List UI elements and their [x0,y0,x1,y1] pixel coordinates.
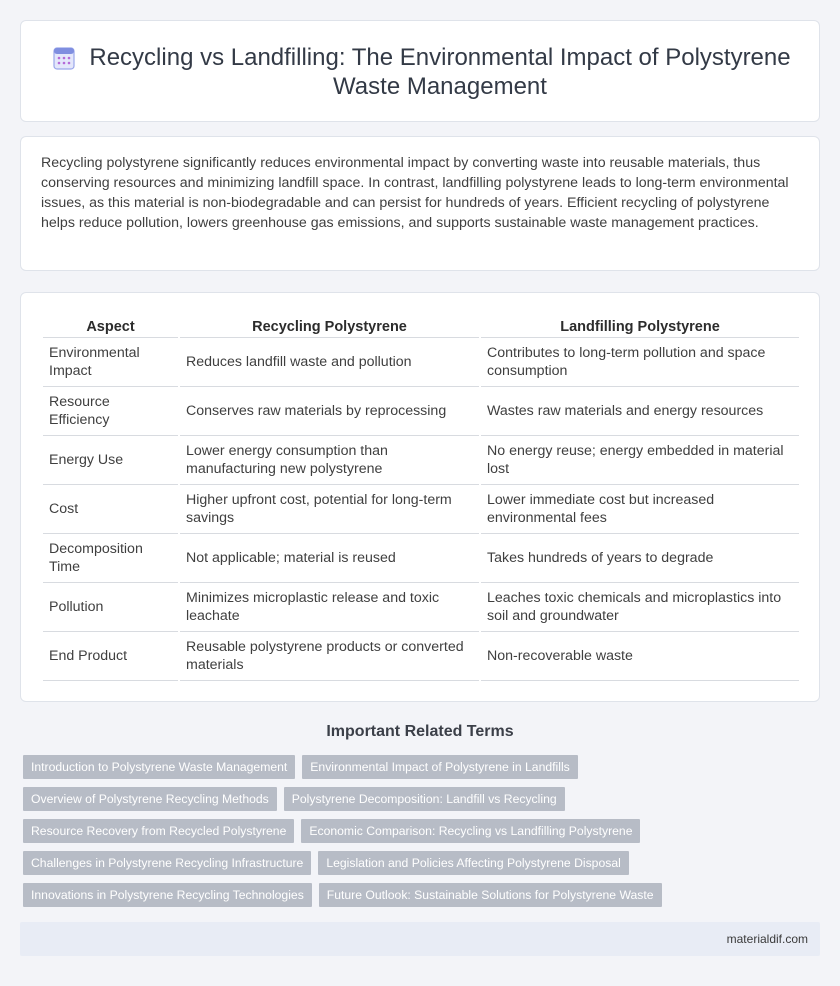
summary-card [20,136,820,271]
table-row [43,337,799,386]
page-title: Recycling vs Landfilling: The Environmental Impact of Polystyrene Waste Management [89,44,791,100]
table-cell-aspect: Decomposition Time [43,533,179,582]
comparison-table-card [20,292,820,702]
related-term-tag[interactable]: Future Outlook: Sustainable Solutions for Polystyrene Waste [319,883,662,907]
table-cell-aspect: Environmental Impact [43,337,179,386]
related-term-tag[interactable]: Innovations in Polystyrene Recycling Technologies [23,883,312,907]
table-cell-aspect: End Product [43,631,179,680]
table-row [43,631,799,680]
table-cell-recycling: Reduces landfill waste and pollution [179,337,480,386]
column-header-recycling: Recycling Polystyrene [179,313,480,337]
comparison-table [43,313,799,681]
table-cell-landfilling: Takes hundreds of years to degrade [480,533,799,582]
table-cell-recycling: Minimizes microplastic release and toxic leachate [179,582,480,631]
table-row [43,484,799,533]
related-term-tag[interactable]: Environmental Impact of Polystyrene in Landfills [302,755,577,779]
column-header-landfilling: Landfilling Polystyrene [480,313,799,337]
table-cell-landfilling: Non-recoverable waste [480,631,799,680]
related-terms-list [23,755,803,915]
table-row [43,435,799,484]
table-cell-aspect: Resource Efficiency [43,386,179,435]
table-cell-aspect: Cost [43,484,179,533]
table-cell-recycling: Not applicable; material is reused [179,533,480,582]
footer-site-link[interactable]: materialdif.com [726,932,808,946]
table-cell-landfilling: Wastes raw materials and energy resources [480,386,799,435]
table-cell-recycling: Lower energy consumption than manufacturing new polystyrene [179,435,480,484]
table-header-row [43,313,799,337]
related-term-tag[interactable]: Resource Recovery from Recycled Polystyrene [23,819,294,843]
related-terms-heading: Important Related Terms [326,723,514,740]
table-row [43,533,799,582]
table-cell-aspect: Pollution [43,582,179,631]
table-cell-landfilling: Lower immediate cost but increased environmental fees [480,484,799,533]
header-card [20,20,820,122]
table-row [43,386,799,435]
related-term-tag[interactable]: Legislation and Policies Affecting Polystyrene Disposal [318,851,628,875]
related-term-tag[interactable]: Polystyrene Decomposition: Landfill vs Recycling [284,787,565,811]
related-term-tag[interactable]: Overview of Polystyrene Recycling Methods [23,787,277,811]
table-cell-recycling: Reusable polystyrene products or converted materials [179,631,480,680]
table-row [43,582,799,631]
table-cell-landfilling: No energy reuse; energy embedded in material lost [480,435,799,484]
table-cell-recycling: Conserves raw materials by reprocessing [179,386,480,435]
footer [20,922,820,956]
table-cell-landfilling: Contributes to long-term pollution and space consumption [480,337,799,386]
related-term-tag[interactable]: Introduction to Polystyrene Waste Management [23,755,295,779]
table-cell-recycling: Higher upfront cost, potential for long-term savings [179,484,480,533]
summary-text: Recycling polystyrene significantly reduces environmental impact by converting waste into reusable materials, thus conserving resources and minimizing landfill space. In contrast, landfilling polystyrene leads to long-term environmental issues, as this material is non-biodegradable and can persist for hundreds of years. Efficient recycling of polystyrene helps reduce pollution, lowers greenhouse gas emissions, and supports sustainable waste management practices. [41,155,789,231]
related-term-tag[interactable]: Economic Comparison: Recycling vs Landfilling Polystyrene [301,819,640,843]
column-header-aspect: Aspect [43,313,179,337]
related-term-tag[interactable]: Challenges in Polystyrene Recycling Infrastructure [23,851,311,875]
table-cell-landfilling: Leaches toxic chemicals and microplastics into soil and groundwater [480,582,799,631]
table-cell-aspect: Energy Use [43,435,179,484]
